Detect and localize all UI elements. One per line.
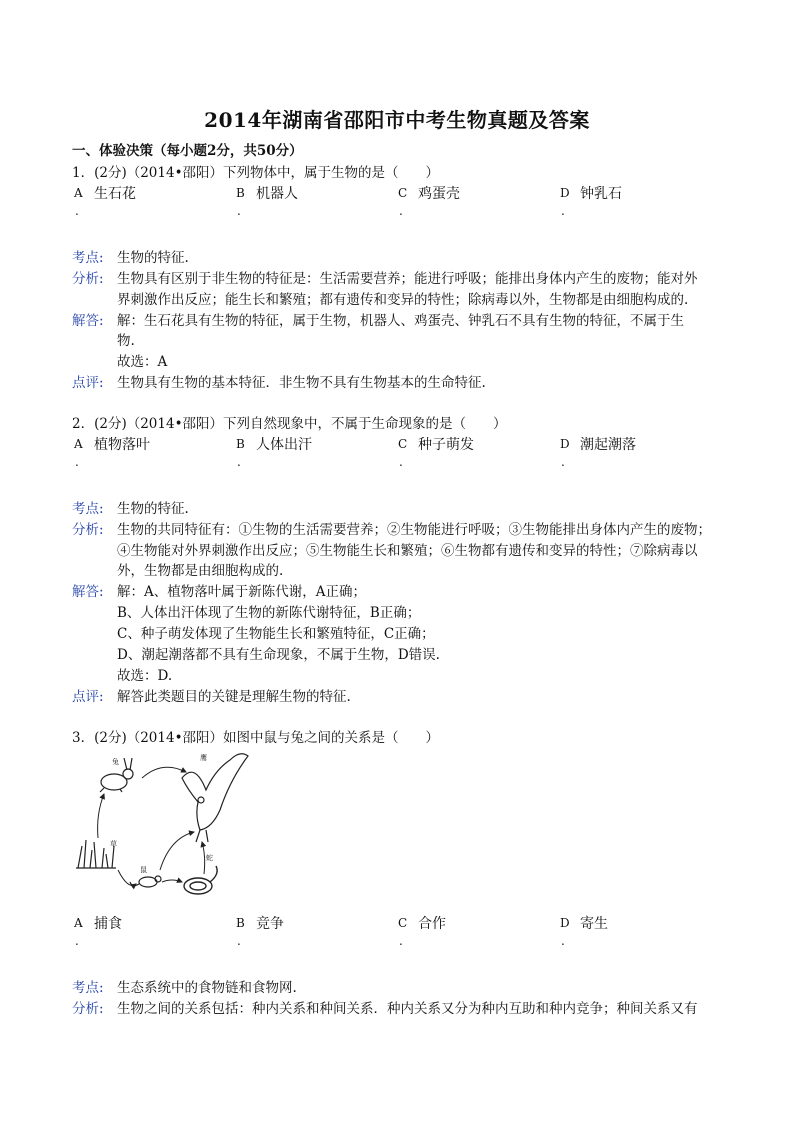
q1-option-c-dot: . [399,204,403,218]
q2-jieda-line-5: 故选：D. [117,668,173,684]
q1-option-d-letter: D [560,186,570,200]
q2-jieda-line-3: C、种子萌发体现了生物能生长和繁殖特征，C正确； [117,626,435,642]
snake-drawing [184,866,217,894]
q1-dianping-text: 生物具有生物的基本特征．非生物不具有生物基本的生命特征. [117,375,486,391]
q3-option-d-letter: D [560,916,570,930]
q2-option-a-dot: . [75,455,79,469]
q2-stem: 2．(2分)（2014•邵阳）下列自然现象中，不属于生命现象的是（ ） [72,416,507,432]
q1-dianping-label: 点评: [72,375,104,391]
food-web-figure [70,750,260,900]
q1-kaodian-label: 考点: [72,250,104,266]
q3-option-b-text: 竞争 [256,916,284,932]
q3-option-b-dot: . [237,934,241,948]
q3-option-b-letter: B [236,916,245,930]
page-title: 2014年湖南省邵阳市中考生物真题及答案 [204,108,590,132]
mouse-label: 鼠 [140,866,147,874]
q1-option-a-dot: . [75,204,79,218]
q2-fenxi-line-3: 外，生物都是由细胞构成的. [117,563,284,579]
q1-option-b-text: 机器人 [256,186,298,202]
q3-option-a-dot: . [75,934,79,948]
q1-option-a-text: 生石花 [94,186,136,202]
q2-fenxi-line-1: 生物的共同特征有：①生物的生活需要营养；②生物能进行呼吸；③生物能排出身体内产生的废物； [117,522,711,538]
q3-option-d-text: 寄生 [580,916,608,932]
q2-option-d-dot: . [561,455,565,469]
q1-option-a-letter: A [74,186,83,200]
q3-option-a-letter: A [74,916,83,930]
q3-fenxi-label: 分析: [72,1001,104,1017]
q2-option-c-dot: . [399,455,403,469]
q1-fenxi-label: 分析: [72,271,104,287]
section-heading: 一、体验决策（每小题2分，共50分） [72,143,303,159]
q2-option-a-letter: A [74,437,83,451]
q1-jieda-label: 解答: [72,313,104,329]
q3-fenxi-line-1: 生物之间的关系包括：种内关系和种间关系．种内关系又分为种内互助和种内竞争；种间关系又有 [117,1001,698,1017]
q3-option-c-text: 合作 [418,916,446,932]
q2-fenxi-line-2: ④生物能对外界刺激作出反应；⑤生物能生长和繁殖；⑥生物都有遗传和变异的特性；⑦除病毒以 [117,543,698,559]
q3-option-d-dot: . [561,934,565,948]
q2-option-c-letter: C [398,437,408,451]
q2-option-d-letter: D [560,437,570,451]
grass-label: 草 [110,840,117,848]
q3-option-c-dot: . [399,934,403,948]
q1-stem: 1．(2分)（2014•邵阳）下列物体中，属于生物的是（ ） [72,165,440,181]
q3-option-c-letter: C [398,916,408,930]
q1-option-d-dot: . [561,204,565,218]
q3-kaodian-label: 考点: [72,980,104,996]
q1-fenxi-line-1: 生物具有区别于非生物的特征是：生活需要营养；能进行呼吸；能排出身体内产生的废物；能对外 [117,271,698,287]
q1-option-c-letter: C [398,186,408,200]
q2-option-b-dot: . [237,455,241,469]
q1-option-b-letter: B [236,186,245,200]
q2-dianping-text: 解答此类题目的关键是理解生物的特征. [117,689,351,705]
q3-kaodian-text: 生态系统中的食物链和食物网. [117,980,297,996]
q1-jieda-line-1: 解：生石花具有生物的特征，属于生物，机器人、鸡蛋壳、钟乳石不具有生物的特征，不属于生 [117,313,684,329]
q2-kaodian-label: 考点: [72,501,104,517]
q2-option-d-text: 潮起潮落 [580,437,636,453]
q2-option-b-letter: B [236,437,245,451]
q1-option-b-dot: . [237,204,241,218]
q2-jieda-line-2: B、人体出汗体现了生物的新陈代谢特征，B正确； [117,605,421,621]
q2-dianping-label: 点评: [72,689,104,705]
eagle-drawing [182,754,248,842]
q1-option-c-text: 鸡蛋壳 [418,186,460,202]
q3-option-a-text: 捕食 [94,916,122,932]
q3-stem: 3．(2分)（2014•邵阳）如图中鼠与兔之间的关系是（ ） [72,730,440,746]
q2-jieda-label: 解答: [72,584,104,600]
q1-fenxi-line-2: 界刺激作出反应；能生长和繁殖；都有遗传和变异的特性；除病毒以外，生物都是由细胞构成的. [117,292,689,308]
q2-option-c-text: 种子萌发 [418,437,474,453]
q2-jieda-line-4: D、潮起潮落都不具有生命现象，不属于生物，D错误. [117,647,440,663]
q2-kaodian-text: 生物的特征. [117,501,189,517]
eagle-label: 鹰 [200,754,207,762]
q1-kaodian-text: 生物的特征. [117,250,189,266]
rabbit-label: 兔 [112,758,119,766]
snake-label: 蛇 [206,854,213,862]
q2-jieda-line-1: 解：A、植物落叶属于新陈代谢，A正确； [117,584,366,600]
q2-option-a-text: 植物落叶 [94,437,150,453]
q2-option-b-text: 人体出汗 [256,437,312,453]
q1-option-d-text: 钟乳石 [580,186,622,202]
q1-jieda-line-2: 物. [117,333,135,349]
q2-fenxi-label: 分析: [72,522,104,538]
q1-jieda-line-3: 故选：A [117,354,168,370]
